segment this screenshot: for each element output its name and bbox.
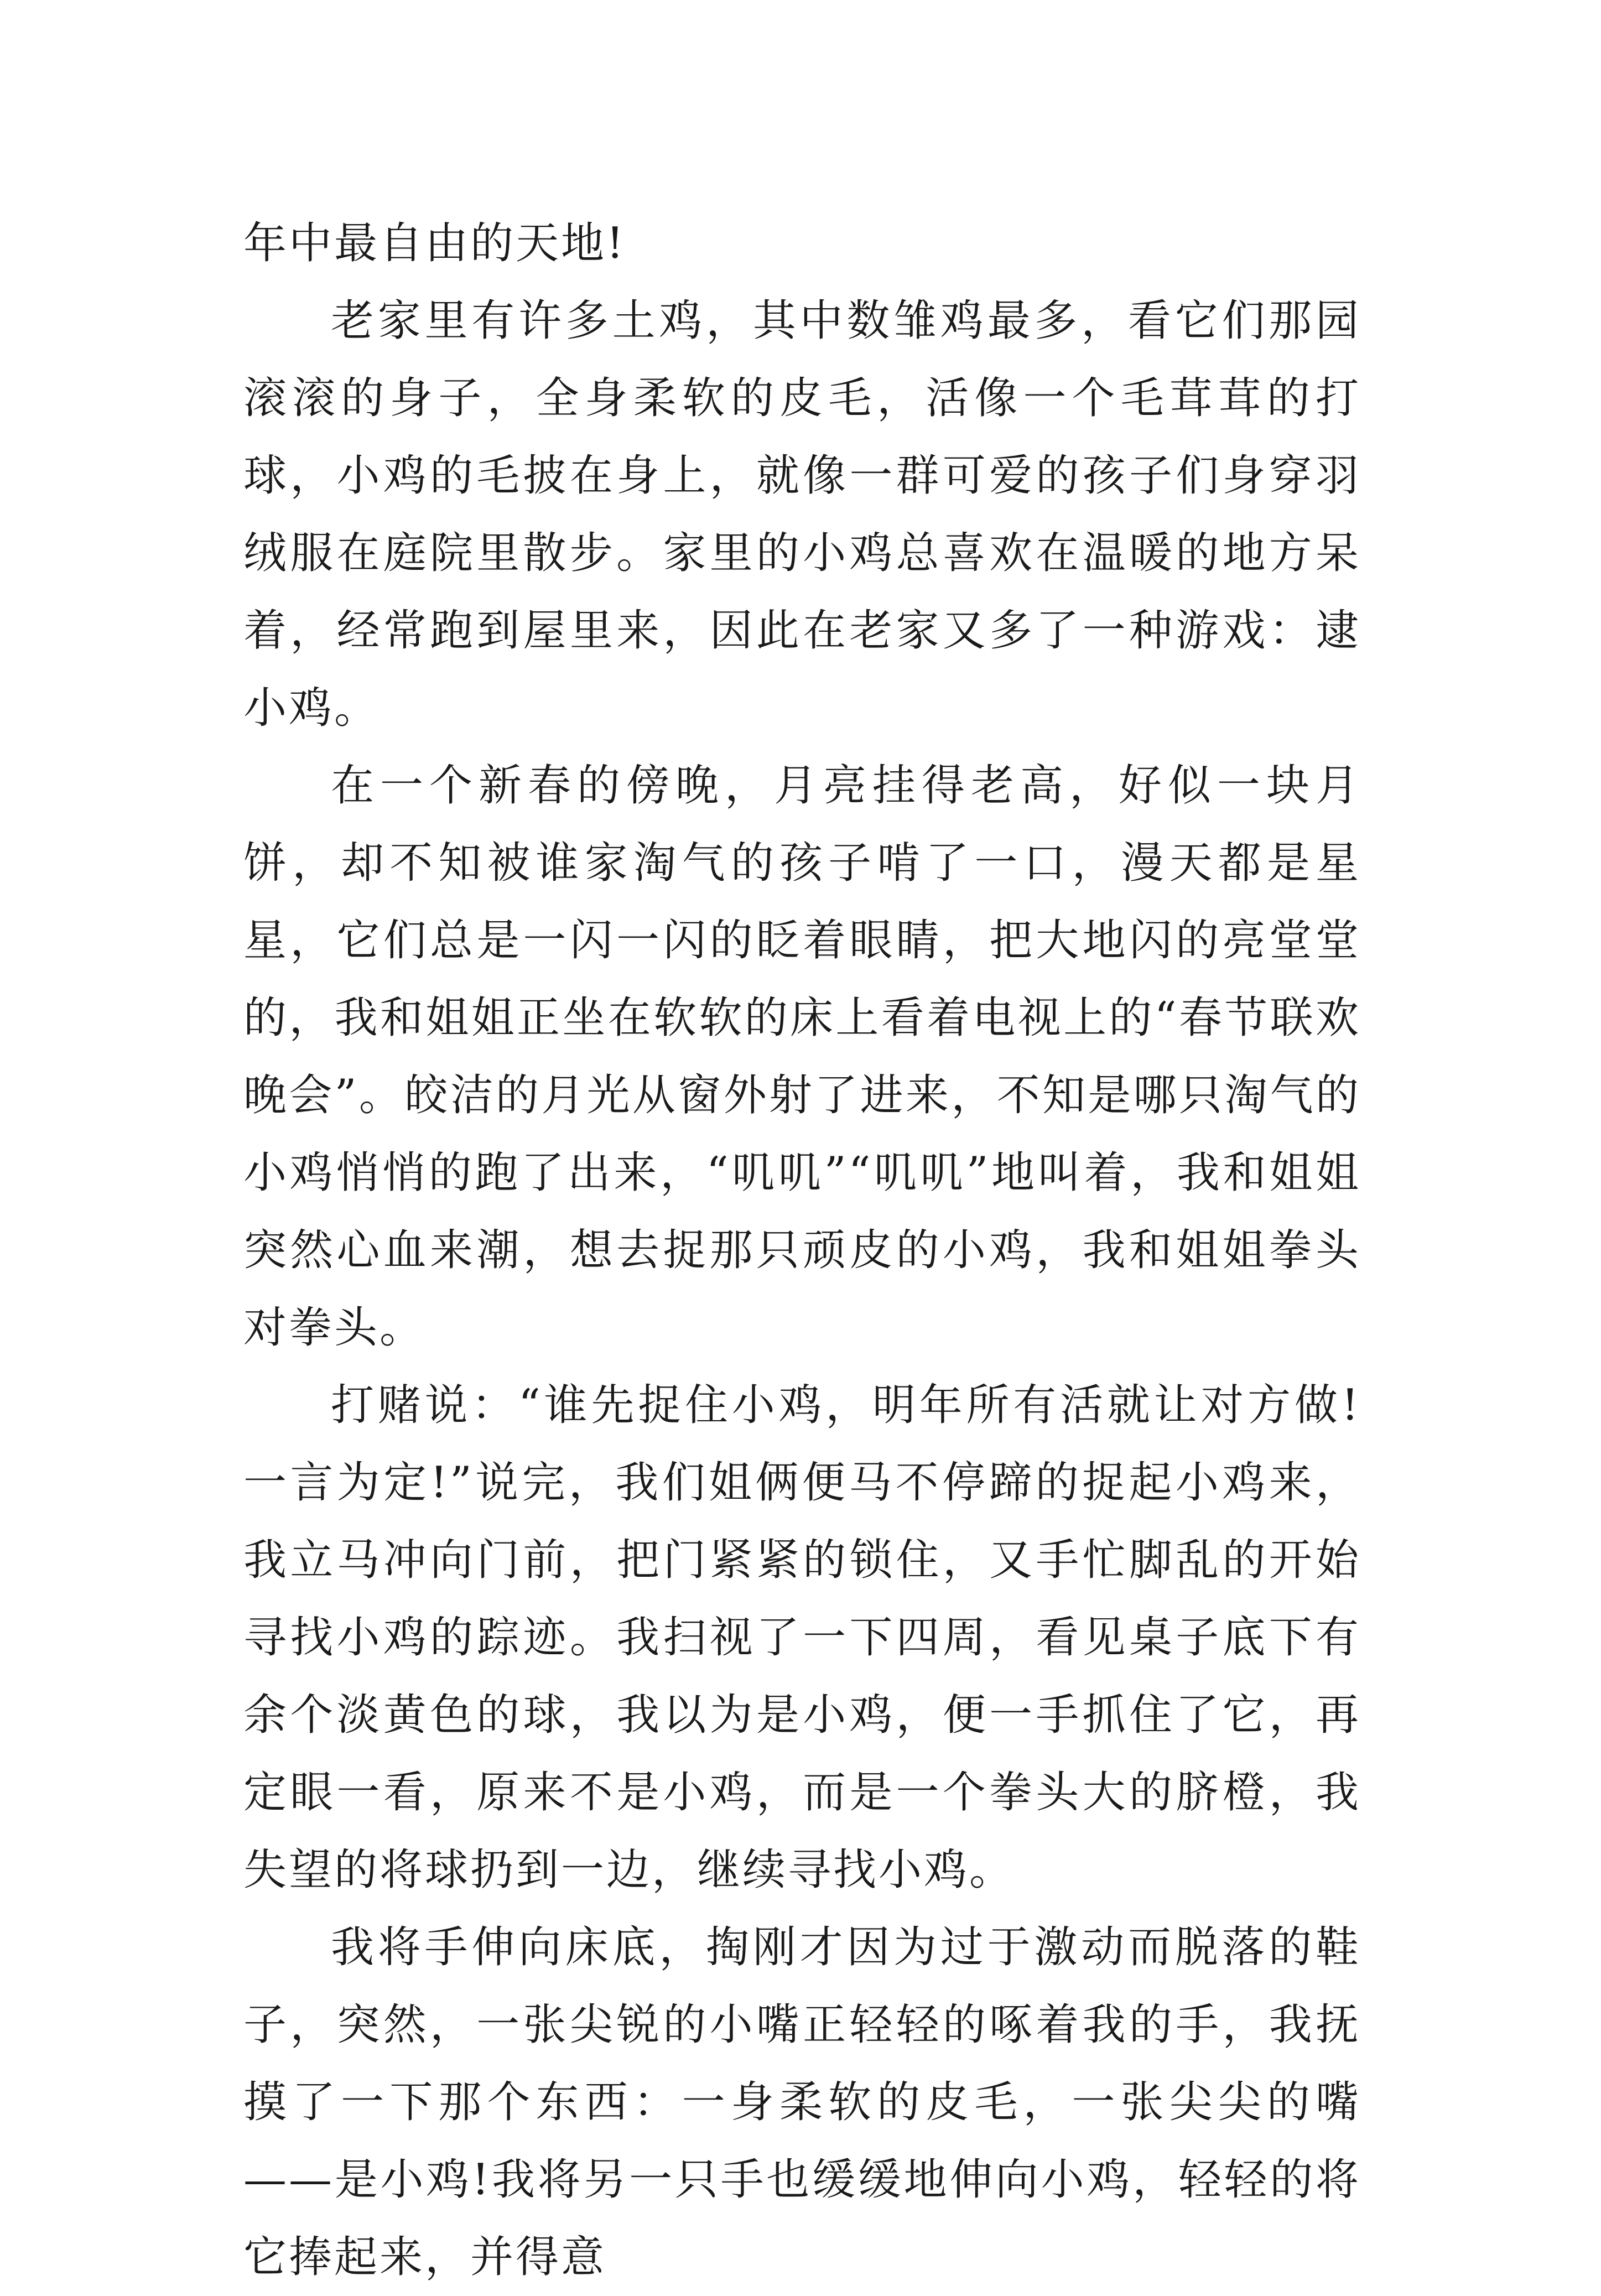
paragraph-chickens: 老家里有许多土鸡，其中数雏鸡最多，看它们那园滚滚的身子，全身柔软的皮毛，活像一个毛茸茸的打球，小鸡的毛披在身上，就像一群可爱的孩子们身穿羽绒服在庭院里散步。家里的小鸡总喜欢在温暖的地方呆着，经常跑到屋里来，因此在老家又多了一种游戏：逮小鸡。 — [243, 296, 1361, 733]
document-body — [243, 205, 1361, 2296]
paragraph-continuation: 年中最自由的天地! — [243, 219, 626, 268]
paragraph-bet: 打赌说：“谁先捉住小鸡，明年所有活就让对方做!一言为定!”说完，我们姐俩便马不停蹄的捉起小鸡来，我立马冲向门前，把门紧紧的锁住，又手忙脚乱的开始寻找小鸡的踪迹。我扫视了一下四周，看见桌子底下有余个淡黄色的球，我以为是小鸡，便一手抓住了它，再定眼一看，原来不是小鸡，而是一个拳头大的脐橙，我失望的将球扔到一边，继续寻找小鸡。 — [243, 1380, 1361, 1895]
paragraph-catch-chick: 我将手伸向床底，掏刚才因为过于激动而脱落的鞋子，突然，一张尖锐的小嘴正轻轻的啄着我的手，我抚摸了一下那个东西：一身柔软的皮毛，一张尖尖的嘴——是小鸡!我将另一只手也缓缓地伸向小鸡，轻轻的将它捧起来，并得意 — [243, 1923, 1361, 2282]
paragraph-new-year-evening: 在一个新春的傍晚，月亮挂得老高，好似一块月饼，却不知被谁家淘气的孩子啃了一口，漫天都是星星，它们总是一闪一闪的眨着眼睛，把大地闪的亮堂堂的，我和姐姐正坐在软软的床上看着电视上的“春节联欢晚会”。皎洁的月光从窗外射了进来，不知是哪只淘气的小鸡悄悄的跑了出来，“叽叽”“叽叽”地叫着，我和姐姐突然心血来潮，想去捉那只顽皮的小鸡，我和姐姐拳头对拳头。 — [243, 761, 1361, 1353]
